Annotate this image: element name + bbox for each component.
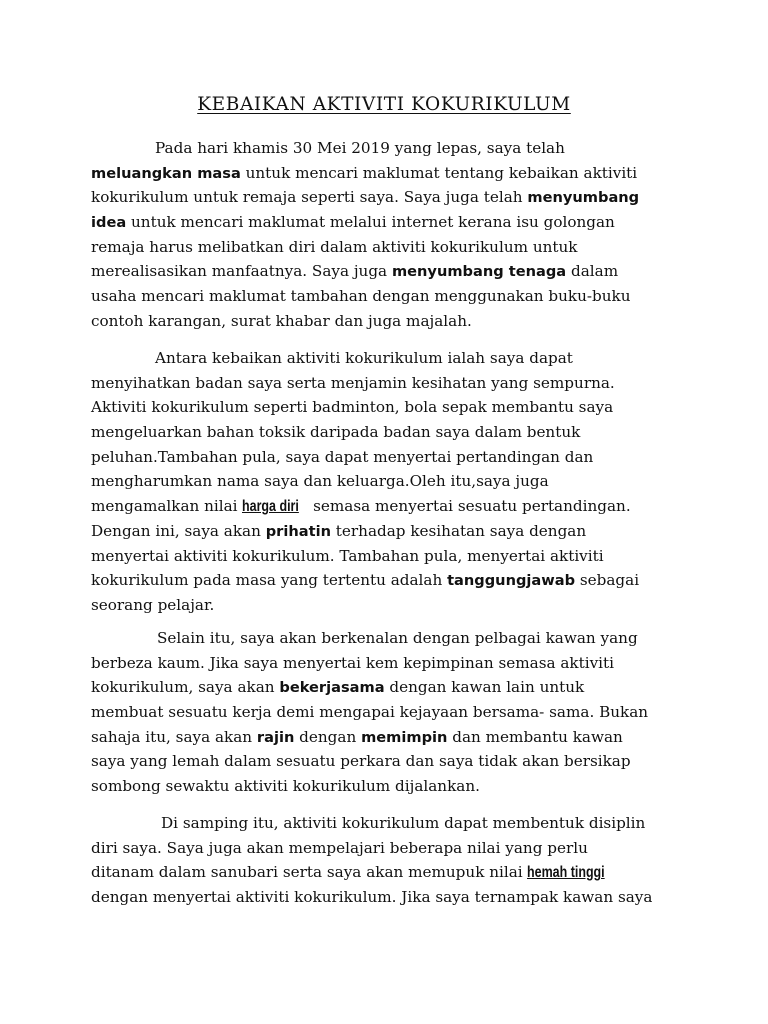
text-line (91, 235, 691, 260)
text-line (91, 860, 691, 885)
bold-keyword: rajin (256, 728, 295, 746)
bold-keyword: menyumbang (527, 189, 640, 207)
text-run: ditanam dalam sanubari serta saya akan memupuk nilai (91, 863, 528, 882)
text-line (91, 185, 691, 210)
text-run: Antara kebaikan aktiviti kokurikulum ialah saya dapat (155, 349, 573, 367)
text-line (91, 445, 691, 470)
text-line (91, 626, 691, 651)
bold-keyword: tanggungjawab (447, 572, 576, 590)
paragraph-1 (91, 136, 691, 334)
text-run: Di samping itu, aktiviti kokurikulum dapat membentuk disiplin (161, 814, 646, 832)
text-line (91, 519, 691, 544)
text-run: terhadap kesihatan saya dengan (330, 521, 587, 540)
text-run: mengharumkan nama saya dan keluarga.Oleh itu,saya juga (91, 472, 549, 491)
paragraph-3 (91, 626, 691, 799)
text-line (91, 259, 691, 284)
text-run: sebagai (575, 571, 640, 590)
text-run: menyertai aktiviti kokurikulum. Tambahan pula, menyertai aktiviti (91, 546, 604, 565)
text-line (91, 284, 691, 309)
text-line (91, 309, 691, 334)
text-line (91, 494, 691, 519)
text-run: dan membantu kawan (447, 727, 623, 746)
text-run: dalam (566, 262, 619, 281)
text-line (91, 568, 691, 593)
text-line (91, 420, 691, 445)
text-run: semasa menyertai sesuatu pertandingan. (308, 497, 631, 516)
text-run: contoh karangan, surat khabar dan juga majalah. (91, 311, 472, 330)
text-run: sahaja itu, saya akan (91, 727, 257, 746)
text-line (91, 811, 691, 836)
text-line (91, 836, 691, 861)
bold-keyword: idea (91, 214, 127, 232)
text-line (91, 346, 691, 371)
paragraph-4 (91, 811, 691, 910)
text-run: berbeza kaum. Jika saya menyertai kem kepimpinan semasa aktiviti (91, 653, 614, 672)
text-run: untuk mencari maklumat tentang kebaikan aktiviti (240, 163, 638, 182)
text-run: diri saya. Saya juga akan mempelajari beberapa nilai yang perlu (91, 838, 588, 857)
text-run: sombong sewaktu aktiviti kokurikulum dijalankan. (91, 777, 480, 796)
text-line (91, 749, 691, 774)
text-run: kokurikulum pada masa yang tertentu adalah (91, 571, 448, 590)
text-run: Aktiviti kokurikulum seperti badminton, bola sepak membantu saya (91, 398, 614, 417)
text-line (91, 371, 691, 396)
bold-keyword: prihatin (265, 522, 331, 540)
text-run: dengan (294, 727, 362, 746)
text-line (91, 593, 691, 618)
text-run: mengamalkan nilai (91, 497, 243, 516)
text-run: Dengan ini, saya akan (91, 521, 266, 540)
paragraph-2 (91, 346, 691, 618)
text-run: untuk mencari maklumat melalui internet kerana isu golongan (126, 213, 615, 232)
text-run: menyihatkan badan saya serta menjamin kesihatan yang sempurna. (91, 373, 615, 392)
text-run: Pada hari khamis 30 Mei 2019 yang lepas, saya telah (155, 139, 565, 157)
document-title: KEBAIKAN AKTIVITI KOKURIKULUM (197, 94, 571, 115)
text-run: membuat sesuatu kerja demi mengapai kejayaan bersama- sama. Bukan (91, 703, 649, 722)
text-line (91, 136, 691, 161)
highlighted-value-term: hemah tinggi (527, 864, 606, 882)
text-line (91, 161, 691, 186)
text-line (91, 725, 691, 750)
text-run: merealisasikan manfaatnya. Saya juga (91, 262, 392, 281)
text-run: saya yang lemah dalam sesuatu perkara dan saya tidak akan bersikap (91, 752, 631, 771)
text-line (91, 774, 691, 799)
bold-keyword: menyumbang tenaga (391, 263, 567, 281)
text-run: mengeluarkan bahan toksik daripada badan saya dalam bentuk (91, 423, 581, 442)
bold-keyword: bekerjasama (279, 679, 385, 697)
text-run: seorang pelajar. (91, 595, 215, 614)
text-line (91, 885, 691, 910)
text-line (91, 469, 691, 494)
text-line (91, 544, 691, 569)
text-run: peluhan.Tambahan pula, saya dapat menyertai pertandingan dan (91, 447, 594, 466)
bold-keyword: memimpin (361, 728, 448, 746)
text-line (91, 675, 691, 700)
text-run: remaja harus melibatkan diri dalam aktiviti kokurikulum untuk (91, 237, 578, 256)
text-line (91, 210, 691, 235)
text-run: dengan kawan lain untuk (384, 678, 585, 697)
text-line (91, 700, 691, 725)
text-line (91, 395, 691, 420)
text-run: kokurikulum untuk remaja seperti saya. Saya juga telah (91, 188, 528, 207)
text-run: Selain itu, saya akan berkenalan dengan pelbagai kawan yang (157, 629, 638, 647)
text-line (91, 651, 691, 676)
text-run: kokurikulum, saya akan (91, 678, 280, 697)
text-run: usaha mencari maklumat tambahan dengan menggunakan buku-buku (91, 287, 631, 306)
bold-keyword: meluangkan masa (91, 164, 241, 182)
text-run: dengan menyertai aktiviti kokurikulum. Jika saya ternampak kawan saya (91, 888, 653, 907)
highlighted-value-term: harga diri (242, 498, 300, 516)
